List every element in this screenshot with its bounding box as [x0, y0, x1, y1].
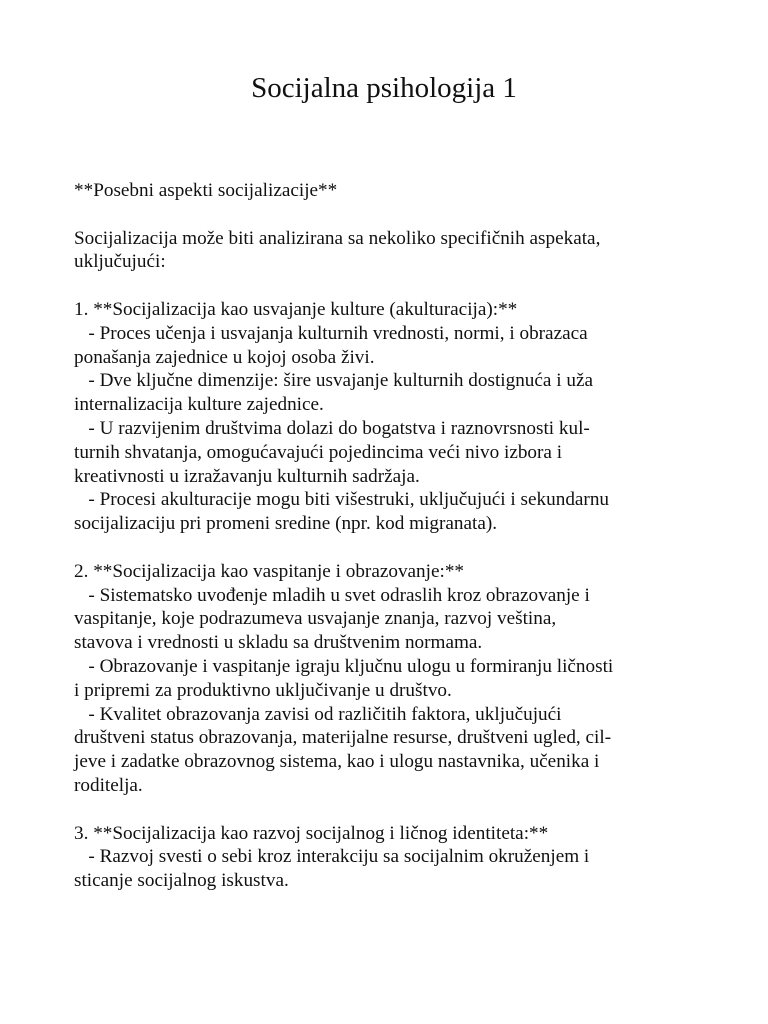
text-line: 2. **Socijalizacija kao vaspitanje i obrazovanje:**: [74, 560, 465, 582]
text-line: uključujući:: [74, 251, 166, 273]
text-line: društveni status obrazovanja, materijalne resurse, društveni ugled, cil-: [74, 727, 612, 749]
text-line: - Razvoj svesti o sebi kroz interakciju sa socijalnim okruženjem i: [74, 846, 590, 868]
blank-line: [74, 536, 704, 560]
text-line: jeve i zadatke obrazovnog sistema, kao i ulogu nastavnika, učenika i: [74, 751, 600, 773]
text-line: - Dve ključne dimenzije: šire usvajanje kulturnih dostignuća i uža: [74, 370, 593, 392]
text-line: sticanje socijalnog iskustva.: [74, 870, 289, 892]
blank-line: [74, 274, 704, 298]
text-line: ponašanja zajednice u kojoj osoba živi.: [74, 346, 375, 368]
text-line: - U razvijenim društvima dolazi do bogatstva i raznovrsnosti kul-: [74, 417, 590, 439]
text-line: vaspitanje, koje podrazumeva usvajanje znanja, razvoj veština,: [74, 608, 557, 630]
blank-line: [74, 798, 704, 822]
text-line: socijalizaciju pri promeni sredine (npr. kod migranata).: [74, 513, 498, 535]
page-title: Socijalna psihologija 1: [251, 72, 517, 104]
text-line: roditelja.: [74, 774, 143, 796]
text-line: i pripremi za produktivno uključivanje u društvo.: [74, 679, 452, 701]
blank-line: [74, 203, 704, 227]
text-line: turnih shvatanja, omogućavajući pojedincima veći nivo izbora i: [74, 441, 563, 463]
text-line: 1. **Socijalizacija kao usvajanje kulture (akulturacija):**: [74, 298, 518, 320]
document-body: [74, 179, 704, 893]
text-line: stavova i vrednosti u skladu sa društvenim normama.: [74, 632, 483, 654]
text-line: Socijalizacija može biti analizirana sa nekoliko specifičnih aspekata,: [74, 227, 601, 249]
text-line: - Sistematsko uvođenje mladih u svet odraslih kroz obrazovanje i: [74, 584, 590, 606]
text-line: **Posebni aspekti socijalizacije**: [74, 180, 338, 201]
text-line: kreativnosti u izražavanju kulturnih sadržaja.: [74, 465, 420, 487]
text-line: - Procesi akulturacije mogu biti višestruki, uključujući i sekundarnu: [74, 489, 610, 511]
text-line: internalizacija kulture zajednice.: [74, 394, 324, 416]
text-line: - Proces učenja i usvajanja kulturnih vrednosti, normi, i obrazaca: [74, 322, 588, 344]
text-line: - Obrazovanje i vaspitanje igraju ključnu ulogu u formiranju ličnosti: [74, 655, 614, 677]
text-line: 3. **Socijalizacija kao razvoj socijalnog i ličnog identiteta:**: [74, 822, 549, 844]
text-line: - Kvalitet obrazovanja zavisi od različitih faktora, uključujući: [74, 703, 562, 725]
